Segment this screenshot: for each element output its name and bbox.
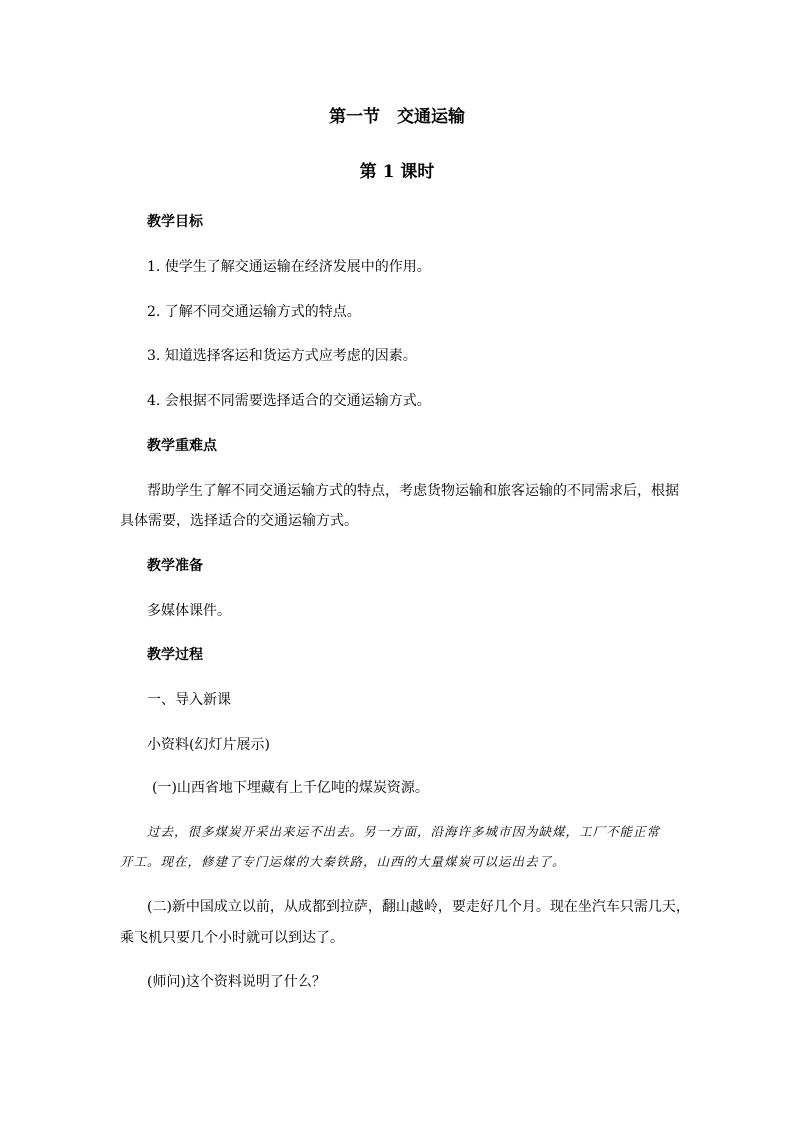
key-points-text-line-1: 帮助学生了解不同交通运输方式的特点，考虑货物运输和旅客运输的不同需求后，根据 [147, 483, 679, 499]
key-points-heading: 教学重难点 [147, 438, 217, 454]
quote-line-2: 开工。现在，修建了专门运煤的大秦铁路，山西的大量煤炭可以运出去了。 [120, 854, 566, 869]
objective-item: 4. 会根据不同需要选择适合的交通运输方式。 [147, 393, 431, 409]
lesson-subtitle: 第 1 课时 [359, 162, 435, 182]
objective-item: 2. 了解不同交通运输方式的特点。 [147, 304, 361, 320]
material-label: 小资料(幻灯片展示) [147, 737, 270, 753]
material-item-2-line-1: (二)新中国成立以前，从成都到拉萨，翻山越岭，要走好几个月。现在坐汽车只需几天， [147, 899, 690, 915]
material-item-2-line-2: 乘飞机只要几个小时就可以到达了。 [120, 930, 344, 946]
objectives-heading: 教学目标 [147, 214, 203, 230]
quote-line-1: 过去，很多煤炭开采出来运不出去。另一方面，沿海许多城市因为缺煤，工厂不能正常 [147, 824, 661, 839]
objective-item: 3. 知道选择客运和货运方式应考虑的因素。 [147, 348, 417, 364]
process-step-intro: 一、导入新课 [147, 692, 231, 708]
page-title: 第一节 交通运输 [329, 107, 465, 127]
teacher-question: (师问)这个资料说明了什么？ [147, 974, 326, 990]
key-points-text-line-2: 具体需要，选择适合的交通运输方式。 [120, 513, 358, 529]
material-item-1: (一)山西省地下埋藏有上千亿吨的煤炭资源。 [152, 780, 429, 796]
preparation-text: 多媒体课件。 [147, 603, 231, 619]
objective-item: 1. 使学生了解交通运输在经济发展中的作用。 [147, 259, 431, 275]
process-heading: 教学过程 [147, 647, 203, 663]
preparation-heading: 教学准备 [147, 558, 203, 574]
